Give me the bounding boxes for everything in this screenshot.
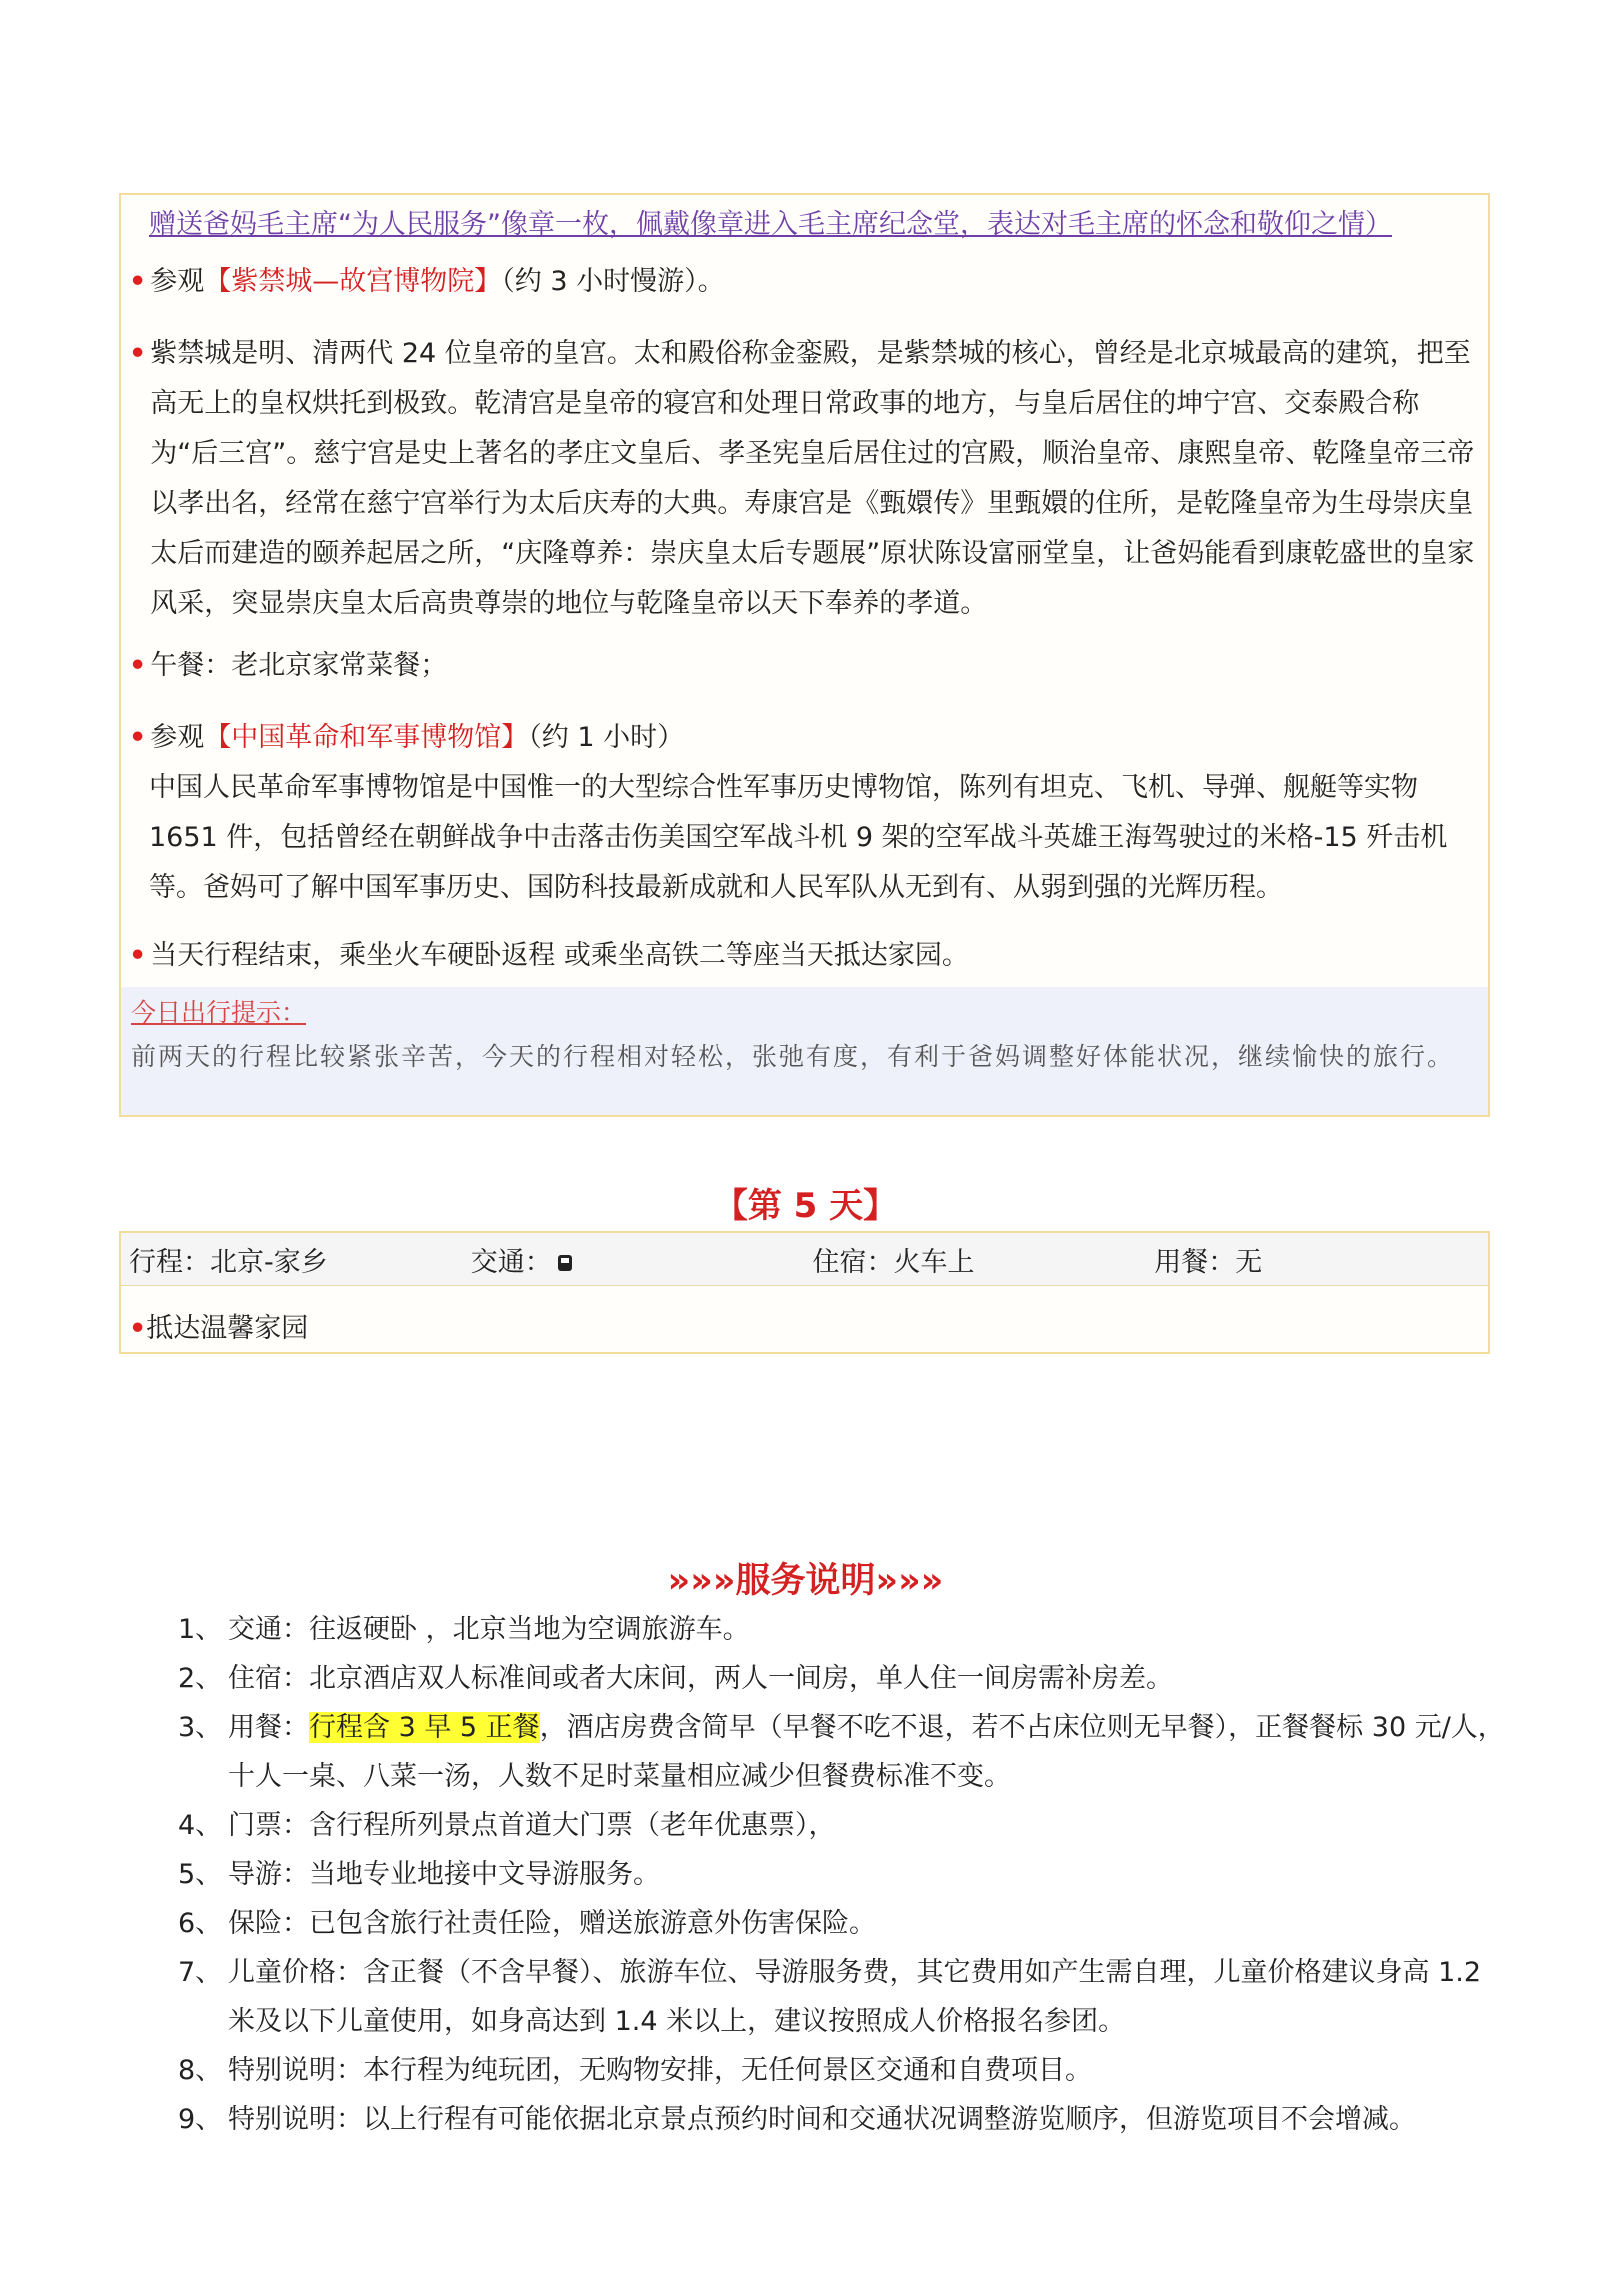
travel-tips-box — [121, 987, 1488, 1115]
day5-meals: 用餐：无 — [1154, 1246, 1263, 1278]
travel-tips-text: 前两天的行程比较紧张辛苦，今天的行程相对轻松，张弛有度，有利于爸妈调整好体能状况，继续愉快的旅行。 — [131, 1042, 1455, 1071]
military-museum-section: • 参观【中国革命和军事博物馆】（约 1 小时） 中国人民革命军事博物馆是中国惟一的大型综合性军事历史博物馆，陈列有坦克、飞机、导弹、舰艇等实物 1651 件，包括曾经在朝鲜战争中击落击伤美国空军战斗机 9 架的空军战斗英雄王海驾驶过的米格-15 歼击机等。爸妈可了解中国军事历史、国防科技最新成就和人民军队从无到有、从弱到强的光辉历程。 — [129, 713, 1479, 913]
meal-highlight: 行程含 3 早 5 正餐 — [309, 1712, 540, 1743]
service-item: 7、 儿童价格：含正餐（不含早餐）、旅游车位、导游服务费，其它费用如产生需自理，儿童价格建议身高 1.2 米及以下儿童使用，如身高达到 1.4 米以上，建议按照成人价格报名参团。 — [178, 1957, 1482, 2037]
day5-transport: 交通： — [463, 1240, 805, 1279]
service-item: 9、 特别说明：以上行程有可能依据北京景点预约时间和交通状况调整游览顺序，但游览项目不会增减。 — [178, 2104, 1416, 2135]
service-item: 8、 特别说明：本行程为纯玩团，无购物安排，无任何景区交通和自费项目。 — [178, 2055, 1092, 2086]
service-item: 1、 交通：往返硬卧 ，北京当地为空调旅游车。 — [178, 1614, 750, 1645]
bullet-icon: • — [129, 266, 147, 297]
forbidden-city-description: • 紫禁城是明、清两代 24 位皇帝的皇宫。太和殿俗称金銮殿，是紫禁城的核心，曾经是北京城最高的建筑，把至高无上的皇权烘托到极致。乾清宫是皇帝的寝宫和处理日常政事的地方，与皇后居住的坤宁宫、交泰殿合称为“后三宫”。慈宁宫是史上著名的孝庄文皇后、孝圣宪皇后居住过的宫殿，顺治皇帝、康熙皇帝、乾隆皇帝三帝以孝出名，经常在慈宁宫举行为太后庆寿的大典。寿康宫是《甄嬛传》里甄嬛的住所，是乾隆皇帝为生母崇庆皇太后而建造的颐养起居之所，“庆隆尊养：崇庆皇太后专题展”原状陈设富丽堂皇，让爸妈能看到康乾盛世的皇家风采，突显崇庆皇太后高贵尊崇的地位与乾隆皇帝以天下奉养的孝道。 — [129, 329, 1479, 629]
service-title: »»»服务说明»»» — [667, 1561, 944, 1601]
travel-tips-title: 今日出行提示： — [131, 998, 307, 1027]
day5-info-row — [121, 1233, 1488, 1286]
military-museum-name: 【中国革命和军事博物馆】 — [204, 722, 529, 753]
day5-route: 行程：北京-家乡 — [129, 1246, 328, 1278]
bullet-icon: • — [129, 1313, 147, 1344]
bullet-icon: • — [129, 940, 147, 971]
day5-title: 【第 5 天】 — [713, 1186, 898, 1226]
bullet-icon: • — [129, 722, 147, 753]
service-list — [178, 1605, 1508, 2144]
forbidden-city-name: 【紫禁城—故宫博物院】 — [204, 266, 502, 297]
service-item: 2、 住宿：北京酒店双人标准间或者大床间，两人一间房，单人住一间房需补房差。 — [178, 1663, 1173, 1694]
bullet-icon: • — [129, 650, 147, 681]
bus-icon — [558, 1255, 572, 1271]
lunch-note: • 午餐：老北京家常菜餐； — [129, 650, 448, 681]
day5-box — [119, 1231, 1490, 1354]
bullet-icon: • — [129, 338, 147, 369]
military-museum-description: 中国人民革命军事博物馆是中国惟一的大型综合性军事历史博物馆，陈列有坦克、飞机、导弹、舰艇等实物 1651 件，包括曾经在朝鲜战争中击落击伤美国空军战斗机 9 架的空军战斗英雄王海驾驶过的米格-15 歼击机等。爸妈可了解中国军事历史、国防科技最新成就和人民军队从无到有、从弱到强的光辉历程。 — [149, 772, 1448, 903]
day-end-note: • 当天行程结束，乘坐火车硬卧返程 或乘坐高铁二等座当天抵达家园。 — [129, 940, 969, 971]
service-item: 6、 保险：已包含旅行社责任险，赠送旅游意外伤害保险。 — [178, 1908, 876, 1939]
day4-content-box — [119, 193, 1490, 1117]
service-item: 5、 导游：当地专业地接中文导游服务。 — [178, 1859, 660, 1890]
day5-lodging: 住宿：火车上 — [812, 1246, 975, 1278]
forbidden-city-heading: • 参观【紫禁城—故宫博物院】（约 3 小时慢游）。 — [129, 266, 725, 297]
service-item: 3、 用餐：行程含 3 早 5 正餐，酒店房费含简早（早餐不吃不退，若不占床位则无早餐），正餐餐标 30 元/人，十人一桌、八菜一汤，人数不足时菜量相应减少但餐费标准不变。 — [178, 1712, 1505, 1792]
service-item: 4、 门票：含行程所列景点首道大门票（老年优惠票）， — [178, 1810, 836, 1841]
day5-item: •抵达温馨家园 — [129, 1313, 309, 1344]
badge-gift-note: 赠送爸妈毛主席“为人民服务”像章一枚，佩戴像章进入毛主席纪念堂，表达对毛主席的怀念和敬仰之情） — [149, 209, 1392, 240]
